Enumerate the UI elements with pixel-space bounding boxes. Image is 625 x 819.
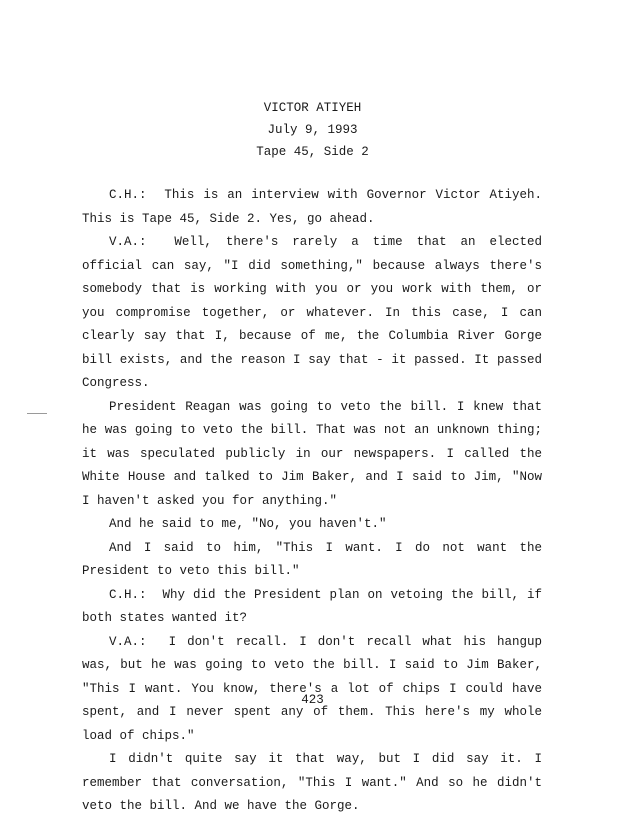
tape-label: Tape 45, Side 2 (256, 145, 369, 159)
transcript-body (82, 184, 542, 819)
transcript-paragraph (82, 513, 542, 537)
paragraph-text: President Reagan was going to veto the bill. I knew that he was going to veto the bill. That was not an unknown thing; it was speculated publicly in our newspapers. I called the White House and talked to Jim Baker, and I said to Jim, "Now I haven't asked you for anything." (82, 399, 542, 508)
paragraph-text: This is an interview with Governor Victor Atiyeh. This is Tape 45, Side 2. Yes, go ahead. (82, 188, 542, 226)
paragraph-text: Well, there's rarely a time that an elected official can say, "I did something," because always there's somebody that is working with you or you work with them, or you compromise together, or whatever. In this case, I can clearly say that I, because of me, the Columbia River Gorge bill exists, and the reason I say that - it passed. It passed Congress. (82, 235, 542, 390)
paragraph-text: I don't recall. I don't recall what his hangup was, but he was going to veto the bill. I said to Jim Baker, "This I want. You know, there's a lot of chips I could have spent, and I never spent any of them. This here's my whole load of chips." (82, 634, 542, 743)
transcript-paragraph (82, 537, 542, 584)
interview-date: July 9, 1993 (267, 123, 358, 137)
paragraph-text: I didn't quite say it that way, but I did say it. I remember that conversation, "This I want." And so he didn't veto the bill. And we have the Gorge. (82, 752, 542, 813)
transcript-paragraph (82, 396, 542, 514)
paragraph-text: And I said to him, "This I want. I do not want the President to veto this bill." (82, 540, 542, 578)
speaker-label: C.H.: (109, 188, 147, 202)
speaker-label: C.H.: (109, 587, 147, 602)
margin-mark (27, 413, 47, 414)
transcript-paragraph (82, 748, 542, 819)
paragraph-text: And he said to me, "No, you haven't." (109, 517, 387, 531)
speaker-label: V.A.: (109, 634, 147, 649)
transcript-paragraph (82, 184, 542, 231)
transcript-paragraph (82, 584, 542, 631)
transcript-paragraph (82, 231, 542, 396)
interview-header (0, 97, 625, 163)
speaker-label: V.A.: (109, 235, 147, 249)
page-number: 423 (301, 693, 324, 707)
paragraph-text: Why did the President plan on vetoing the bill, if both states wanted it? (82, 587, 542, 625)
transcript-paragraph (82, 631, 542, 749)
interviewee-name: VICTOR ATIYEH (263, 101, 362, 115)
